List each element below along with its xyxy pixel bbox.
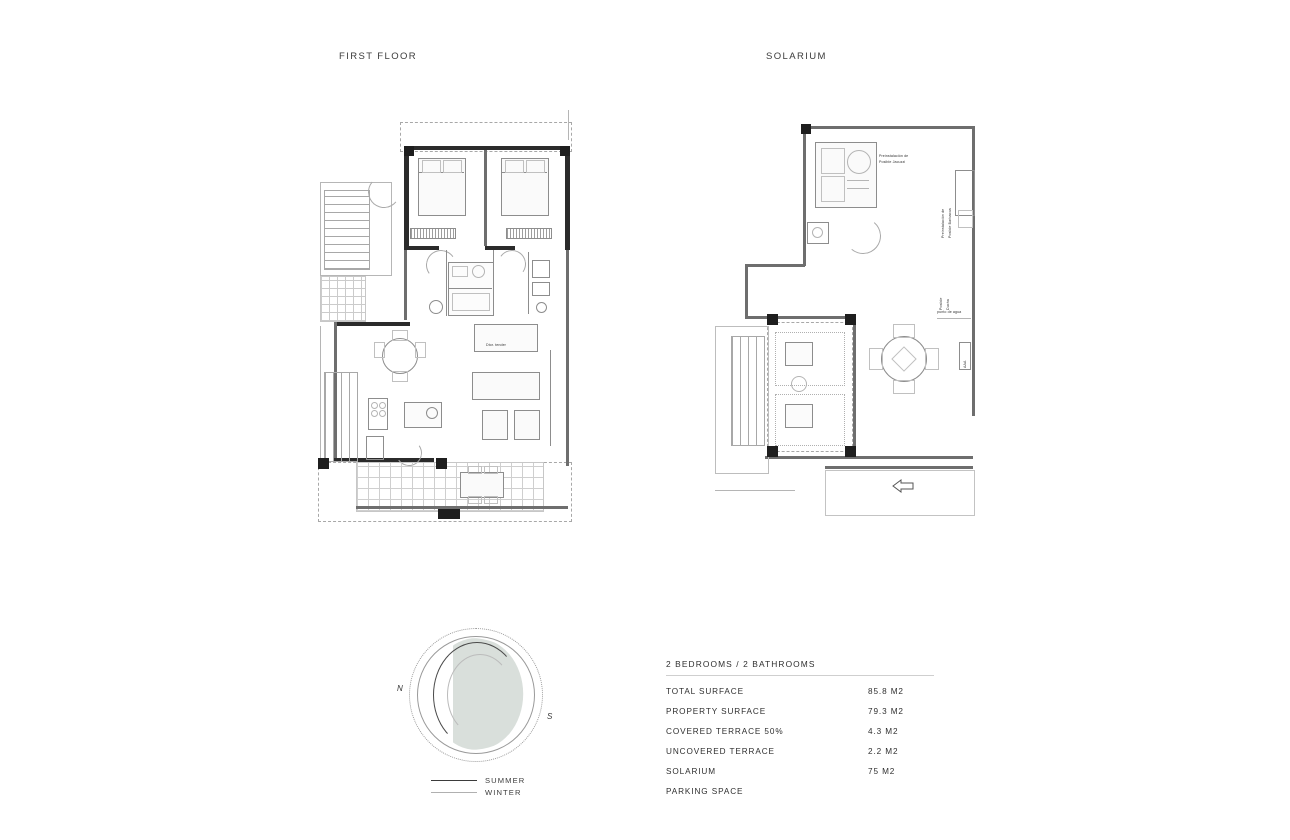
wardrobe-1 [410,228,456,239]
spec-value: 75 M2 [868,767,896,776]
jacuzzi-seat-b [821,176,845,202]
wall-bed-bottom-1 [404,246,439,250]
spec-heading: 2 BEDROOMS / 2 BATHROOMS [666,659,934,676]
bath-fixture-b [532,282,550,296]
pillow-1a [422,160,441,173]
hob-burner-4 [379,410,386,417]
punto-agua-leader [937,318,971,319]
jacuzzi-seat-a [821,148,845,174]
terrace-dining-chair-3 [468,496,482,504]
spec-label: PARKING SPACE [666,787,744,796]
spec-row [666,736,946,756]
solarium-pillar-2 [845,314,856,325]
solarium-wall-top [803,126,975,129]
spec-label: UNCOVERED TERRACE [666,747,775,756]
lounge-chair-2 [785,404,813,428]
tile-area-upper [320,276,366,322]
barbacoa-base [958,210,973,228]
parasol-chair-r [925,348,939,370]
jacuzzi-line-2 [847,188,869,189]
punto-agua-note: punto de agua [937,310,962,314]
terrace-dining-chair-1 [468,466,482,474]
compass-north-letter: N [397,684,403,693]
spec-row [666,776,946,796]
hob-burner-3 [371,410,378,417]
partition-b [493,250,494,316]
pillow-2b [526,160,545,173]
aaa-note: AAA [963,360,967,368]
terrace-chair-4 [392,371,408,382]
solarium-pillar-4 [845,446,856,457]
coffee-table [472,372,540,400]
first-floor-plan [300,110,590,530]
solarium-pillar-3 [767,446,778,457]
parasol-chair-l [869,348,883,370]
hob-burner-1 [371,402,378,409]
terrace-chair-2 [415,342,426,358]
jacuzzi-tub [847,150,871,174]
sink-1 [452,266,468,277]
jacuzzi-note-line2: Posible Jacuzzi [879,160,906,164]
terrace-dining-table [460,472,504,498]
legend-summer [431,776,525,785]
solarium-lower-line [715,490,795,491]
solarium-wall-inner [853,316,856,458]
stair-edge-line [320,326,321,460]
spec-row [666,716,946,736]
ducha-note-line1: Posible [939,297,943,310]
bathroom-1-divider [448,288,492,289]
wall-bedroom-divider [484,150,487,246]
sun-path-compass [395,628,585,808]
pillow-2a [505,160,524,173]
shower-1 [452,293,490,311]
solarium-plan [705,110,1005,530]
solarium-wall-left-lower [745,264,748,318]
room-label-dtor: Dtor. tender [486,343,506,347]
wall-living-topleft [334,322,410,326]
door-bedroom-2 [496,248,528,280]
spec-value: 85.8 M2 [868,687,904,696]
hall-fixture [429,300,443,314]
hob-burner-2 [379,402,386,409]
spec-row [666,676,946,696]
solarium-wall-bottom [765,456,973,459]
terrace-dining-chair-4 [484,496,498,504]
wall-right-upper [565,146,570,250]
spec-label: COVERED TERRACE 50% [666,727,784,736]
legend-winter-label: WINTER [485,788,522,797]
terrace-dining-chair-2 [484,466,498,474]
wall-right-mid [566,250,569,350]
staircase-lower [324,372,358,462]
kitchen-sink [426,407,438,419]
solarium-pillar-5 [801,124,811,134]
pillar-tl [404,146,414,156]
legend-summer-line [431,780,477,781]
wall-top [404,146,570,150]
barbacoa-note-line2: Posible Barbacoa [948,208,952,238]
bath-fixture-c [536,302,547,313]
barbacoa-note-line1: Preinstalación de [941,208,945,238]
lounge-chair-1 [785,342,813,366]
solarium-stair-frame [715,326,769,474]
legend-summer-label: SUMMER [485,776,526,785]
compass-south-letter: S [547,712,553,721]
spec-label: PROPERTY SURFACE [666,707,767,716]
parking-wall [825,466,973,469]
terrace-chair-1 [374,342,385,358]
solarium-wall-terrace-top [745,316,855,319]
solarium-wall-left-upper [803,126,806,266]
pillow-1b [443,160,462,173]
pillar-bl [318,458,329,469]
solarium-pillar-1 [767,314,778,325]
wc-1 [472,265,485,278]
terrace-tiles [356,462,544,512]
spec-row [666,756,946,776]
property-spec-table [666,659,946,796]
wall-left-upper [404,146,409,250]
jacuzzi-note-line1: Preinstalación de [879,154,909,158]
shower-drain [812,227,823,238]
wardrobe-2 [506,228,552,239]
spec-value: 79.3 M2 [868,707,904,716]
first-floor-title: FIRST FLOOR [339,51,418,62]
armchair-2 [514,410,540,440]
kitchen-fridge [366,436,384,460]
pillar-bottom [438,508,460,519]
legend-winter-line [431,792,477,793]
dining-counter [474,324,538,352]
solarium-wall-mid [745,264,805,267]
spec-label: TOTAL SURFACE [666,687,744,696]
pillar-bm [436,458,447,469]
wall-left-mid [404,250,407,320]
legend-winter [431,788,522,797]
solarium-title: SOLARIUM [766,51,827,62]
plant-pot [791,376,807,392]
terrace-chair-3 [392,330,408,341]
jacuzzi-line [847,180,869,181]
terrace-front-wall [356,506,568,509]
spec-value: 2.2 M2 [868,747,899,756]
bath-fixture-a [532,260,550,278]
spec-value [868,787,938,796]
wall-living-right [566,350,569,466]
axis-line [568,110,569,140]
partition-c [528,252,529,314]
living-edge-line [550,350,551,446]
shower-door-arc [843,216,882,255]
partition-a [446,250,447,316]
terrace-table-round [382,338,418,374]
spec-value: 4.3 M2 [868,727,899,736]
winter-arc [447,654,513,736]
spec-label: SOLARIUM [666,767,716,776]
ducha-note-line2: Ducha [946,299,950,310]
parasol-chair-b [893,380,915,394]
entrance-arrow-icon [891,478,915,494]
spec-row [666,696,946,716]
armchair-1 [482,410,508,440]
parasol-chair-t [893,324,915,338]
pillar-tr [560,146,570,156]
